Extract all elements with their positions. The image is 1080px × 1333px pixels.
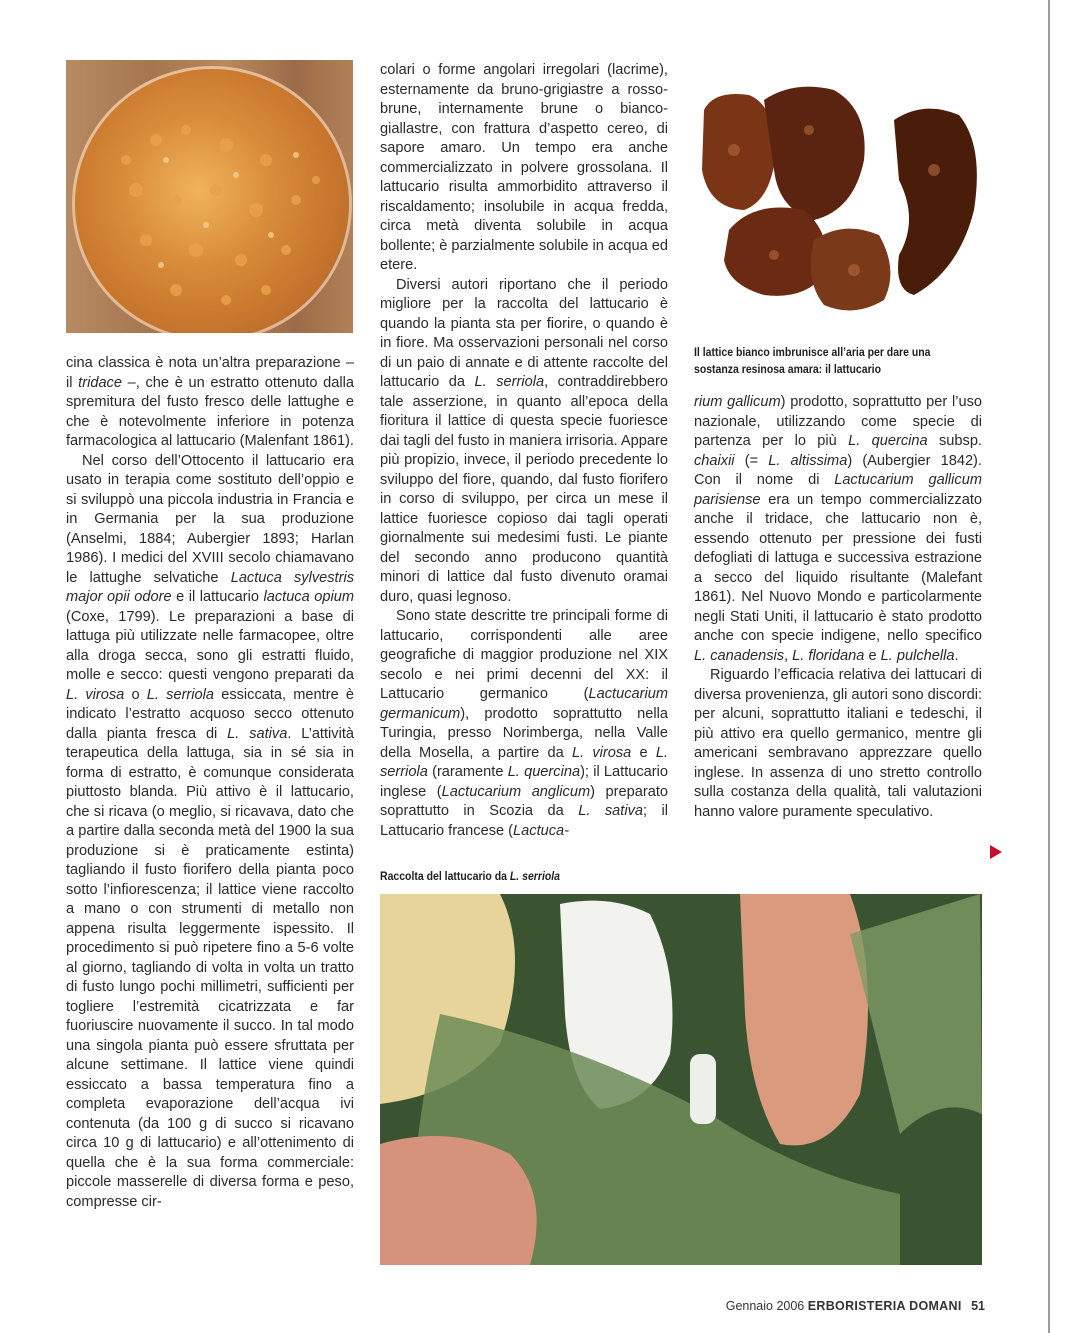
caption-lumps (694, 344, 978, 377)
col2-paragraph-2: Diversi autori riportano che il periodo migliore per la raccolta del lattucario è quando la pianta sta per fiorire, o quando è in fiore. Ma osservazioni personali nel corso di un paio di annate e di attente raccolte del lattucario da L. serriola, contraddirebbero tale asserzione, in quanto all’epoca della fioritura il lattice di questa specie fuoriesce dai tagli del fusto in maniera irrisoria. Appare più propizio, invece, il periodo precedente lo sviluppo del fiore, quando, dal fusto fiorifero in corso di sviluppo, per circa un mese il lattice fuoriesce copioso dai tagli operati giornalmente sui medesimi fusti. Le piante del secondo anno producono quantità minori di lattice dal fusto divenuto oramai duro, quasi legnoso. (380, 276, 669, 605)
caption-harvest: Raccolta del lattucario da L. serriola (380, 869, 561, 883)
text-column-3 (694, 393, 982, 822)
photo-lattucario-lumps (694, 60, 994, 338)
caption-lumps-line-1: Il lattice bianco imbrunisce all’aria per dare una (694, 345, 931, 359)
caption-lumps-line-2: sostanza resinosa amara: il lattucario (694, 361, 881, 376)
granules-texture (66, 60, 353, 333)
col1-paragraph-1: cina classica è nota un’altra preparazione – il tridace –, che è un estratto ottenuto dalla spremitura del fusto fresco delle lattughe e che è notevolmente inferiore in potenza farmacologica al lattucario (Malenfant 1861). (66, 355, 354, 449)
footer-date: Gennaio 2006 (725, 1299, 805, 1313)
text-column-2 (380, 61, 668, 841)
col2-paragraph-1: colari o forme angolari irregolari (lacrime), esternamente da bruno-grigiastre a rosso-brune, internamente brune o bianco-giallastre, con frattura d’aspetto cereo, di sapore amaro. Un tempo era anche commercializzato in polvere grossolana. Il lattucario risulta ammorbidito attraverso il riscaldamento; insolubile in acqua fredda, circa metà diventa solubile in acqua bollente; è parzialmente solubile in acqua ed etere. (380, 62, 669, 273)
continue-arrow-icon (990, 845, 1002, 859)
harvest-illustration (380, 894, 982, 1265)
photo-harvest-latex (380, 894, 982, 1265)
text-column-1 (66, 354, 354, 1212)
col2-paragraph-3: Sono state descritte tre principali forme di lattucario, corrispondenti alle aree geografiche di maggior produzione nel XIX secolo e nei primi decenni del XX: il Lattucario germanico (Lactucarium germanicum), prodotto soprattutto nella Turingia, presso Norimberga, nella Valle della Mosella, a partire da L. virosa e L. serriola (raramente L. quercina); il Lattucario inglese (Lactucarium anglicum) preparato soprattutto in Scozia da L. sativa; il Lattucario francese (Lactuca- (380, 608, 668, 839)
photo-lattucario-granules (66, 60, 353, 333)
page-edge-rule (1048, 0, 1050, 1333)
footer-magazine-name: ERBORISTERIA DOMANI (807, 1299, 962, 1313)
col3-paragraph-1: rium gallicum) prodotto, soprattutto per l’uso nazionale, utilizzando come specie di partenza per lo più L. quercina subsp. chaixii (= L. altissima) (Aubergier 1842). Con il nome di Lactucarium gallicum parisiense era un tempo commercializzato anche il tridace, che lattucario non è, essendo ottenuto per pressione dei fusti defogliati di lattuga e successiva estrazione a secco del liquido risultante (Malefant 1861). Nel Nuovo Mondo e particolarmente negli Stati Uniti, il lattucario è stato prodotto anche con specie indigene, nello specifico L. canadensis, L. floridana e L. pulchella. (694, 394, 982, 664)
col3-paragraph-2: Riguardo l’efficacia relativa dei lattucari di diversa provenienza, gli autori sono discordi: per alcuni, soprattutto italiani e tedeschi, il più attivo era quello germanico, mentre gli americani sembravano apprezzare quello inglese. In assenza di uno stretto controllo sulla costanza della qualità, tali valutazioni hanno valore puramente speculativo. (694, 667, 982, 820)
col1-paragraph-2: Nel corso dell’Ottocento il lattucario era usato in terapia come sostituto dell’oppio e si sviluppò una piccola industria in Francia e in Germania per la sua produzione (Anselmi, 1884; Aubergier 1893; Harlan 1986). I medici del XVIII secolo chiamavano le lattughe selvatiche Lactuca sylvestris major opii odore e il lattucario lactuca opium (Coxe, 1799). Le preparazioni a base di lattuga più utilizzate nelle farmacopee, oltre alla droga secca, sono gli estratti fluido, molle e secco: questi vengono preparati da L. virosa o L. serriola essiccata, mentre è indicato l’estratto acquoso secco ottenuto dalla pianta fresca di L. sativa. L’attività terapeutica della lattuga, sia in sé sia in forma di estratto, è comunque considerata piuttosto blanda. Più attivo è il lattucario, che si ricava (o meglio, si ricavava, dato che a partire dalla seconda metà del 1900 la sua produzione si è praticamente estinta) tagliando il fusto fiorifero della pianta poco sotto l’infiorescenza; il lattice viene raccolto a mano o con strumenti di metallo non appena risulta leggermente ispessito. Il procedimento si può ripetere fino a 5-6 volte al giorno, tagliando di volta in volta un tratto di fusto lungo pochi millimetri, sufficienti per togliere l’estremità cicatrizzata e far fuoriuscire nuovamente il succo. In tal modo una singola pianta può essere sfruttata per alcune settimane. Il lattice viene quindi essiccato a bassa temperatura fino a completa evaporazione dell’acqua ivi contenuta (da 100 g di succo si ricavano circa 10 g di lattucario) e all’ottenimento di quella che è la sua forma commerciale: piccole masserelle di diversa forma e peso, compresse cir- (66, 452, 355, 1210)
page-footer (726, 1299, 985, 1313)
page-number: 51 (971, 1299, 985, 1313)
lumps-illustration (694, 60, 994, 338)
